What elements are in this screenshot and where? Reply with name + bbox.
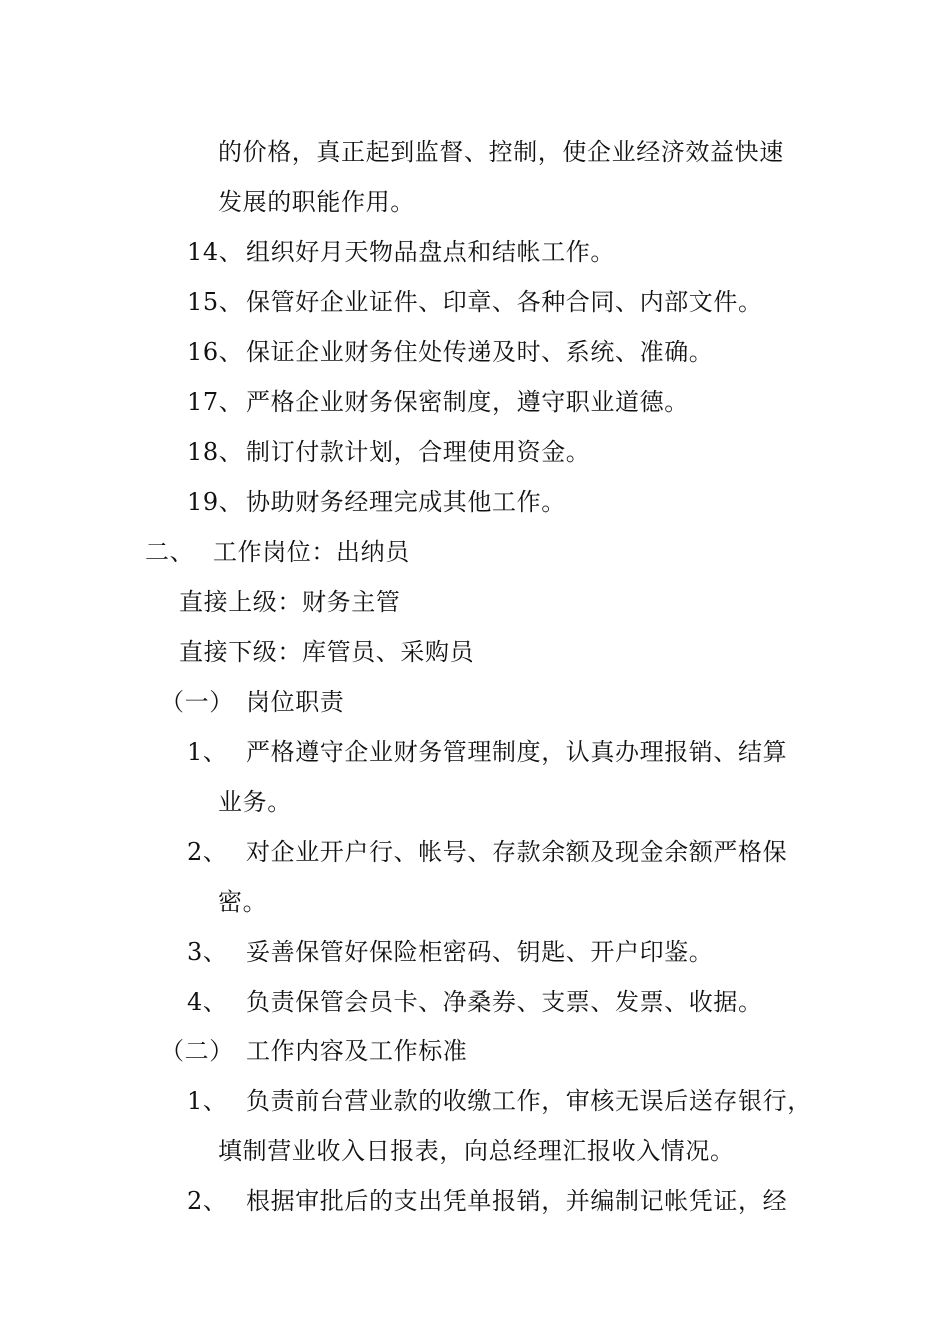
list-item (187, 1085, 812, 1117)
list-item-text: 严格企业财务保密制度，遵守职业道德。 (246, 388, 689, 416)
list-item-text: 组织好月天物品盘点和结帐工作。 (246, 238, 615, 266)
list-item-text: 妥善保管好保险柜密码、钥匙、开户印鉴。 (246, 938, 714, 966)
list-item-text: 制订付款计划，合理使用资金。 (246, 438, 591, 466)
list-item-number: 4、 (187, 988, 228, 1016)
list-item (187, 336, 713, 368)
list-item-text: 负责前台营业款的收缴工作，审核无误后送存银行， (246, 1087, 812, 1115)
list-item-number: 1、 (187, 738, 228, 766)
list-item-text: 对企业开户行、帐号、存款余额及现金余额严格保 (246, 838, 788, 866)
list-item-number: 18、 (187, 438, 244, 466)
list-item-number: 16、 (187, 338, 244, 366)
paragraph-line: 的价格，真正起到监督、控制，使企业经济效益快速 (218, 138, 784, 166)
list-item-text: 根据审批后的支出凭单报销，并编制记帐凭证，经 (246, 1187, 788, 1215)
list-item (187, 736, 787, 768)
list-item-text: 保证企业财务住处传递及时、系统、准确。 (246, 338, 714, 366)
list-item-number: 3、 (187, 938, 228, 966)
subsection-number: （一） (160, 688, 234, 716)
subsection-title: 工作内容及工作标准 (246, 1037, 468, 1065)
list-item-continuation: 密。 (218, 888, 268, 916)
list-item-number: 15、 (187, 288, 244, 316)
direct-subordinate: 直接下级：库管员、采购员 (179, 638, 475, 666)
list-item (187, 286, 763, 318)
list-item-text: 协助财务经理完成其他工作。 (246, 488, 566, 516)
list-item-text: 负责保管会员卡、净桑券、支票、发票、收据。 (246, 988, 763, 1016)
list-item-text: 严格遵守企业财务管理制度，认真办理报销、结算 (246, 738, 788, 766)
paragraph-line: 发展的职能作用。 (218, 188, 415, 216)
section-heading (145, 536, 410, 568)
subsection-title: 岗位职责 (246, 688, 345, 716)
list-item-number: 2、 (187, 1187, 228, 1215)
subsection-heading (160, 686, 344, 718)
list-item-continuation: 填制营业收入日报表，向总经理汇报收入情况。 (218, 1137, 735, 1165)
list-item-text: 保管好企业证件、印章、各种合同、内部文件。 (246, 288, 763, 316)
list-item-number: 2、 (187, 838, 228, 866)
list-item (187, 1185, 787, 1217)
list-item-continuation: 业务。 (218, 788, 292, 816)
subsection-number: （二） (160, 1037, 234, 1065)
list-item-number: 19、 (187, 488, 244, 516)
section-title: 工作岗位：出纳员 (213, 538, 410, 566)
section-number: 二、 (145, 538, 195, 566)
list-item (187, 836, 787, 868)
list-item (187, 486, 566, 518)
list-item (187, 986, 763, 1018)
list-item (187, 236, 615, 268)
direct-superior: 直接上级：财务主管 (179, 588, 401, 616)
list-item (187, 386, 689, 418)
subsection-heading (160, 1035, 467, 1067)
list-item-number: 1、 (187, 1087, 228, 1115)
list-item (187, 436, 590, 468)
list-item-number: 17、 (187, 388, 244, 416)
list-item-number: 14、 (187, 238, 244, 266)
list-item (187, 936, 713, 968)
